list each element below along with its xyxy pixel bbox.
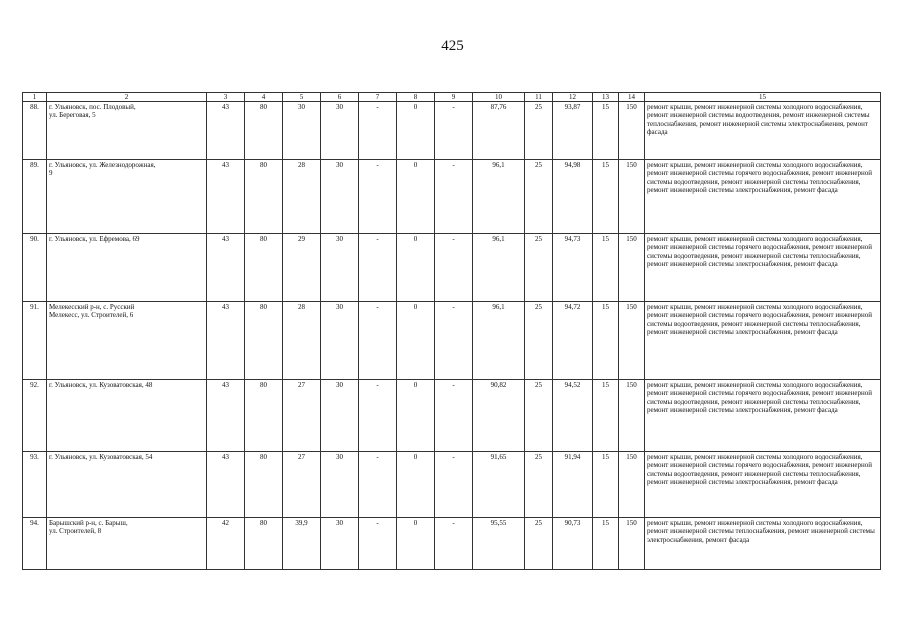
column-header: 3 <box>207 93 245 102</box>
column-header: 13 <box>593 93 619 102</box>
value-cell: 30 <box>283 102 321 160</box>
table-row <box>23 160 881 234</box>
value-cell: - <box>359 160 397 234</box>
value-cell: 0 <box>397 452 435 518</box>
column-header: 9 <box>435 93 473 102</box>
value-cell: 95,55 <box>473 518 525 570</box>
value-cell: 25 <box>525 380 553 452</box>
value-cell: 43 <box>207 302 245 380</box>
works-cell: ремонт крыши, ремонт инженерной системы холодного водоснабжения, ремонт инженерной системы горячего водоснабжения, ремонт инженерной системы водоотведения, ремонт инженерной системы теплоснабжения, ремонт инженерной системы электроснабжения, ремонт фасада <box>645 160 881 234</box>
value-cell: - <box>435 452 473 518</box>
value-cell: 30 <box>321 234 359 302</box>
row-number: 90. <box>23 234 47 302</box>
column-header: 6 <box>321 93 359 102</box>
row-number: 93. <box>23 452 47 518</box>
value-cell: - <box>359 518 397 570</box>
table-row <box>23 380 881 452</box>
value-cell: 43 <box>207 380 245 452</box>
value-cell: 15 <box>593 302 619 380</box>
page-number: 425 <box>441 38 464 54</box>
column-header: 5 <box>283 93 321 102</box>
value-cell: - <box>359 380 397 452</box>
value-cell: 30 <box>321 452 359 518</box>
value-cell: 25 <box>525 160 553 234</box>
value-cell: - <box>435 102 473 160</box>
value-cell: 25 <box>525 302 553 380</box>
value-cell: 87,76 <box>473 102 525 160</box>
table-row <box>23 302 881 380</box>
column-header: 1 <box>23 93 47 102</box>
value-cell: 25 <box>525 452 553 518</box>
address-cell: г. Ульяновск, ул. Кузоватовская, 48 <box>47 380 207 452</box>
value-cell: - <box>359 302 397 380</box>
value-cell: 0 <box>397 102 435 160</box>
value-cell: 96,1 <box>473 160 525 234</box>
address-cell: г. Ульяновск, ул. Ефремова, 69 <box>47 234 207 302</box>
value-cell: 80 <box>245 102 283 160</box>
value-cell: 90,82 <box>473 380 525 452</box>
value-cell: 80 <box>245 234 283 302</box>
column-header: 14 <box>619 93 645 102</box>
table-row <box>23 102 881 160</box>
value-cell: 43 <box>207 234 245 302</box>
value-cell: 28 <box>283 302 321 380</box>
value-cell: 42 <box>207 518 245 570</box>
value-cell: 91,94 <box>553 452 593 518</box>
works-cell: ремонт крыши, ремонт инженерной системы холодного водоснабжения, ремонт инженерной системы горячего водоснабжения, ремонт инженерной системы водоотведения, ремонт инженерной системы теплоснабжения, ремонт инженерной системы электроснабжения, ремонт фасада <box>645 380 881 452</box>
value-cell: 0 <box>397 518 435 570</box>
value-cell: - <box>435 380 473 452</box>
table-row <box>23 452 881 518</box>
address-cell: г. Ульяновск, ул. Железнодорожная, 9 <box>47 160 207 234</box>
value-cell: 94,52 <box>553 380 593 452</box>
value-cell: 94,98 <box>553 160 593 234</box>
row-number: 89. <box>23 160 47 234</box>
column-header: 10 <box>473 93 525 102</box>
value-cell: 150 <box>619 234 645 302</box>
header-row <box>23 93 881 102</box>
value-cell: 25 <box>525 102 553 160</box>
table-row <box>23 518 881 570</box>
value-cell: - <box>435 302 473 380</box>
value-cell: 30 <box>321 380 359 452</box>
value-cell: 27 <box>283 452 321 518</box>
table-row <box>23 234 881 302</box>
value-cell: 15 <box>593 380 619 452</box>
value-cell: 39,9 <box>283 518 321 570</box>
works-cell: ремонт крыши, ремонт инженерной системы холодного водоснабжения, ремонт инженерной системы горячего водоснабжения, ремонт инженерной системы водоотведения, ремонт инженерной системы теплоснабжения, ремонт инженерной системы электроснабжения, ремонт фасада <box>645 452 881 518</box>
works-cell: ремонт крыши, ремонт инженерной системы холодного водоснабжения, ремонт инженерной системы горячего водоснабжения, ремонт инженерной системы водоотведения, ремонт инженерной системы теплоснабжения, ремонт инженерной системы электроснабжения, ремонт фасада <box>645 234 881 302</box>
value-cell: - <box>359 452 397 518</box>
value-cell: 30 <box>321 160 359 234</box>
value-cell: 150 <box>619 160 645 234</box>
column-header: 4 <box>245 93 283 102</box>
value-cell: 150 <box>619 102 645 160</box>
value-cell: 150 <box>619 452 645 518</box>
value-cell: 27 <box>283 380 321 452</box>
address-cell: г. Ульяновск, пос. Плодовый, ул. Береговая, 5 <box>47 102 207 160</box>
address-cell: Мелекесский р-н, с. Русский Мелекесс, ул. Строителей, 6 <box>47 302 207 380</box>
value-cell: 25 <box>525 518 553 570</box>
value-cell: 150 <box>619 380 645 452</box>
value-cell: 96,1 <box>473 302 525 380</box>
address-cell: г. Ульяновск, ул. Кузоватовская, 54 <box>47 452 207 518</box>
value-cell: 80 <box>245 302 283 380</box>
value-cell: 43 <box>207 452 245 518</box>
value-cell: 80 <box>245 452 283 518</box>
row-number: 91. <box>23 302 47 380</box>
value-cell: 91,65 <box>473 452 525 518</box>
table-body <box>23 93 881 570</box>
value-cell: - <box>359 102 397 160</box>
value-cell: 30 <box>321 102 359 160</box>
value-cell: 94,73 <box>553 234 593 302</box>
value-cell: 43 <box>207 160 245 234</box>
value-cell: 0 <box>397 380 435 452</box>
value-cell: 15 <box>593 234 619 302</box>
column-header: 7 <box>359 93 397 102</box>
value-cell: 0 <box>397 160 435 234</box>
column-header: 12 <box>553 93 593 102</box>
works-cell: ремонт крыши, ремонт инженерной системы холодного водоснабжения, ремонт инженерной системы теплоснабжения, ремонт инженерной системы электроснабжения, ремонт фасада <box>645 518 881 570</box>
value-cell: 0 <box>397 234 435 302</box>
value-cell: 96,1 <box>473 234 525 302</box>
value-cell: 30 <box>321 518 359 570</box>
row-number: 94. <box>23 518 47 570</box>
value-cell: 29 <box>283 234 321 302</box>
works-cell: ремонт крыши, ремонт инженерной системы холодного водоснабжения, ремонт инженерной системы водоотведения, ремонт инженерной системы теплоснабжения, ремонт инженерной системы электроснабжения, ремонт фасада <box>645 102 881 160</box>
value-cell: 80 <box>245 160 283 234</box>
value-cell: 150 <box>619 302 645 380</box>
value-cell: 150 <box>619 518 645 570</box>
value-cell: 80 <box>245 380 283 452</box>
value-cell: 43 <box>207 102 245 160</box>
row-number: 92. <box>23 380 47 452</box>
value-cell: 94,72 <box>553 302 593 380</box>
address-cell: Барышский р-н, с. Барыш, ул. Строителей, 8 <box>47 518 207 570</box>
value-cell: - <box>435 160 473 234</box>
value-cell: - <box>435 234 473 302</box>
registry-table <box>22 92 881 570</box>
value-cell: - <box>359 234 397 302</box>
column-header: 11 <box>525 93 553 102</box>
value-cell: - <box>435 518 473 570</box>
value-cell: 30 <box>321 302 359 380</box>
value-cell: 15 <box>593 518 619 570</box>
value-cell: 15 <box>593 452 619 518</box>
value-cell: 15 <box>593 160 619 234</box>
value-cell: 90,73 <box>553 518 593 570</box>
value-cell: 28 <box>283 160 321 234</box>
works-cell: ремонт крыши, ремонт инженерной системы холодного водоснабжения, ремонт инженерной системы горячего водоснабжения, ремонт инженерной системы водоотведения, ремонт инженерной системы теплоснабжения, ремонт инженерной системы электроснабжения, ремонт фасада <box>645 302 881 380</box>
row-number: 88. <box>23 102 47 160</box>
value-cell: 80 <box>245 518 283 570</box>
column-header: 15 <box>645 93 881 102</box>
column-header: 8 <box>397 93 435 102</box>
value-cell: 0 <box>397 302 435 380</box>
value-cell: 15 <box>593 102 619 160</box>
value-cell: 25 <box>525 234 553 302</box>
column-header: 2 <box>47 93 207 102</box>
value-cell: 93,87 <box>553 102 593 160</box>
